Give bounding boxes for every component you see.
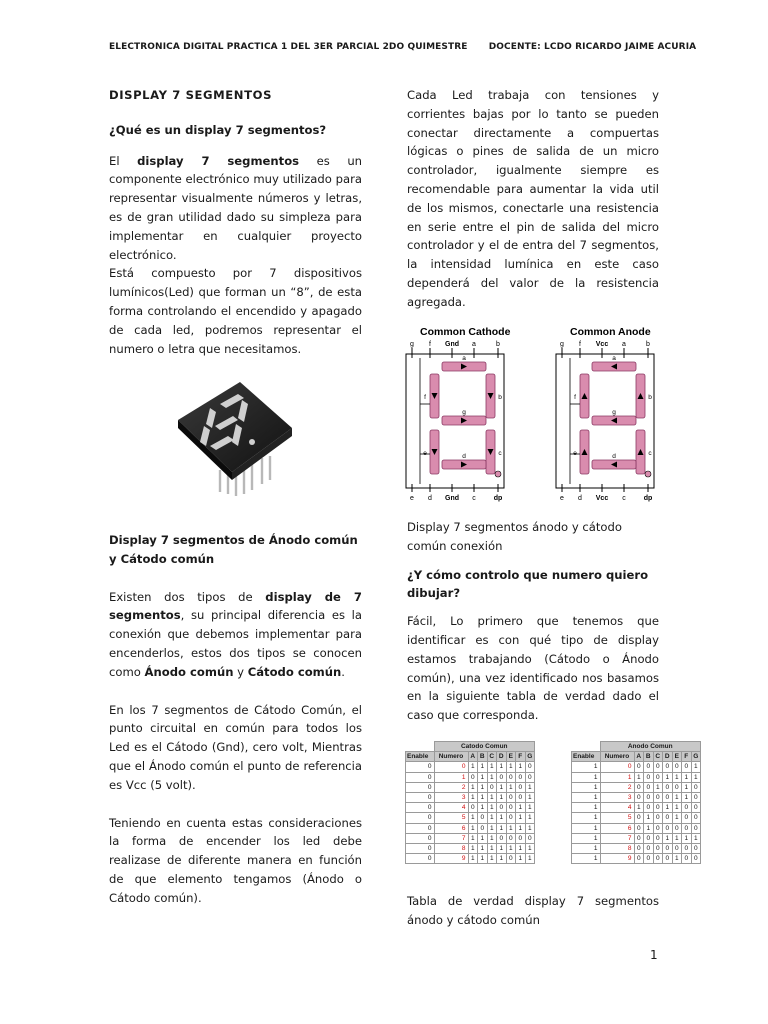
- page-title: DISPLAY 7 SEGMENTOS: [109, 88, 273, 102]
- segment-cell: 0: [691, 823, 701, 833]
- segment-cell: 0: [644, 772, 654, 782]
- segment-cell: 1: [487, 823, 497, 833]
- number-cell: 6: [600, 823, 634, 833]
- paragraph-common-point: En los 7 segmentos de Cátodo Común, el punto circuital en común para todos los Led es el Cátodo (Gnd), cero volt, Mientras que el Ánodo común el punto de referencia es Vcc (5 volt).: [109, 702, 362, 792]
- segment-cell: 0: [468, 803, 478, 813]
- segment-cell: 0: [634, 854, 644, 864]
- table-corner: [572, 742, 601, 752]
- table-row: [406, 833, 535, 843]
- segment-cell: 0: [634, 762, 644, 772]
- segment-cell: 0: [634, 792, 644, 802]
- table-row: [406, 803, 535, 813]
- column-header: E: [672, 752, 682, 762]
- segment-cell: 0: [506, 792, 516, 802]
- question-heading-2: ¿Y cómo controlo que numero quiero dibujar?: [407, 567, 649, 601]
- enable-cell: 1: [572, 803, 601, 813]
- number-cell: 8: [434, 843, 468, 853]
- common-cathode-diagram: [406, 326, 511, 502]
- segment-cell: 1: [506, 762, 516, 772]
- page-header: [109, 42, 696, 52]
- truth-table-caption: Tabla de verdad display 7 segmentos ánodo y cátodo común: [407, 894, 659, 927]
- left-column: [109, 86, 362, 358]
- table-row: [406, 823, 535, 833]
- segment-cell: 0: [644, 854, 654, 864]
- segment-cell: 0: [682, 762, 692, 772]
- segment-cell: 1: [682, 782, 692, 792]
- enable-header: Enable: [406, 752, 435, 762]
- segment-cell: 0: [497, 803, 507, 813]
- segment-cell: 1: [497, 762, 507, 772]
- segment-cell: 0: [634, 843, 644, 853]
- top-pin-label: a: [622, 341, 626, 348]
- segment-label: d: [612, 453, 616, 460]
- segment-cell: 0: [691, 792, 701, 802]
- segment-cell: 0: [691, 782, 701, 792]
- segment-label: f: [574, 394, 576, 401]
- segment-cell: 1: [478, 772, 488, 782]
- segment-cell: 1: [478, 833, 488, 843]
- enable-cell: 0: [406, 803, 435, 813]
- segment-cell: 1: [672, 792, 682, 802]
- segment-cell: 0: [663, 823, 673, 833]
- segment-cell: 1: [653, 782, 663, 792]
- segment-cell: 0: [653, 792, 663, 802]
- segment-cell: 0: [525, 762, 535, 772]
- segment-cell: 1: [516, 823, 526, 833]
- column-header: D: [497, 752, 507, 762]
- segment-cell: 0: [653, 854, 663, 864]
- number-cell: 2: [600, 782, 634, 792]
- enable-cell: 1: [572, 833, 601, 843]
- table-title: Anodo Comun: [600, 742, 701, 752]
- segment-cell: 1: [487, 803, 497, 813]
- segment-cell: 0: [644, 792, 654, 802]
- segment-cell: 1: [487, 813, 497, 823]
- column-header: Numero: [600, 752, 634, 762]
- table-row: [572, 854, 701, 864]
- number-cell: 6: [434, 823, 468, 833]
- column-header: G: [691, 752, 701, 762]
- table-row: [572, 803, 701, 813]
- segment-cell: 0: [653, 843, 663, 853]
- segment-label: c: [498, 450, 502, 457]
- segment-cell: 0: [672, 782, 682, 792]
- number-cell: 0: [434, 762, 468, 772]
- enable-cell: 1: [572, 813, 601, 823]
- p3-anode: Ánodo común: [144, 664, 234, 679]
- segment-cell: 0: [644, 803, 654, 813]
- segment-cell: 1: [487, 762, 497, 772]
- enable-cell: 1: [572, 823, 601, 833]
- paragraph-composition: Está compuesto por 7 dispositivos lumínicos(Led) que forman un “8”, de esta forma controlando el encendido y apagado de cada led, podremos representar el numero o letra que necesitamos.: [109, 266, 362, 356]
- enable-cell: 1: [572, 772, 601, 782]
- segment-cell: 1: [516, 854, 526, 864]
- number-cell: 5: [600, 813, 634, 823]
- segment-cell: 0: [691, 803, 701, 813]
- bottom-pin-label: e: [410, 495, 414, 502]
- segment-cell: 0: [691, 843, 701, 853]
- cc-title: Common Cathode: [420, 326, 511, 338]
- segment-cell: 1: [506, 843, 516, 853]
- paragraph-types: [109, 588, 362, 682]
- segment-cell: 1: [691, 833, 701, 843]
- segment-cell: 1: [506, 823, 516, 833]
- segment-cell: 1: [644, 813, 654, 823]
- segment-cell: 0: [644, 762, 654, 772]
- table-row: [572, 762, 701, 772]
- p3-y: y: [233, 664, 248, 679]
- segment-cell: 0: [653, 833, 663, 843]
- number-cell: 4: [434, 803, 468, 813]
- segment-cell: 0: [634, 782, 644, 792]
- segment-cell: 0: [672, 762, 682, 772]
- table-row: [406, 813, 535, 823]
- segment-cell: 0: [487, 782, 497, 792]
- p3-cathode: Cátodo común: [247, 664, 342, 679]
- segment-label: b: [648, 394, 652, 401]
- segment-cell: 1: [516, 762, 526, 772]
- segment-cell: 0: [516, 772, 526, 782]
- segment-cell: 1: [478, 803, 488, 813]
- segment-cell: 1: [468, 833, 478, 843]
- p1-bold: display 7 segmentos: [137, 153, 300, 168]
- segment-cell: 0: [663, 843, 673, 853]
- segment-cell: 1: [468, 792, 478, 802]
- segment-cell: 1: [525, 803, 535, 813]
- enable-cell: 1: [572, 792, 601, 802]
- segment-cell: 0: [478, 813, 488, 823]
- page-number: 1: [650, 948, 658, 962]
- number-cell: 7: [600, 833, 634, 843]
- segment-cell: 1: [478, 782, 488, 792]
- segment-cell: 0: [653, 762, 663, 772]
- segment-cell: 0: [506, 772, 516, 782]
- decimal-point-led: [495, 471, 501, 477]
- wiring-diagram: [402, 320, 668, 502]
- segment-cell: 1: [468, 782, 478, 792]
- segment-cell: 0: [682, 813, 692, 823]
- segment-cell: 1: [525, 792, 535, 802]
- segment-cell: 1: [672, 833, 682, 843]
- top-pin-label: Vcc: [595, 341, 609, 348]
- segment-cell: 0: [682, 854, 692, 864]
- column-header: G: [525, 752, 535, 762]
- top-pin-label: g: [410, 341, 414, 348]
- segment-cell: 1: [506, 782, 516, 792]
- segment-cell: 1: [525, 782, 535, 792]
- segment-cell: 0: [663, 792, 673, 802]
- enable-cell: 1: [572, 854, 601, 864]
- column-header: C: [653, 752, 663, 762]
- decimal-point-led: [645, 471, 651, 477]
- question-heading-1: ¿Qué es un display 7 segmentos?: [109, 122, 327, 137]
- segment-cell: 1: [497, 823, 507, 833]
- number-cell: 4: [600, 803, 634, 813]
- segment-label: a: [612, 355, 616, 362]
- enable-cell: 1: [572, 782, 601, 792]
- enable-cell: 1: [572, 762, 601, 772]
- segment-cell: 1: [468, 854, 478, 864]
- number-cell: 9: [434, 854, 468, 864]
- table-row: [572, 792, 701, 802]
- segment-cell: 0: [682, 843, 692, 853]
- column-header: B: [478, 752, 488, 762]
- segment-cell: 0: [682, 823, 692, 833]
- segment-cell: 0: [497, 833, 507, 843]
- top-pin-label: f: [579, 341, 581, 348]
- table-row: [406, 772, 535, 782]
- enable-cell: 0: [406, 813, 435, 823]
- paragraph-led-current: Cada Led trabaja con tensiones y corrientes bajas por lo tanto se pueden conectar directamente a compuertas lógicas o pines de salida de un micro controlador, igualmente siempre es recomendable para aumentar la vida util de los mismos, conectarle una resistencia en serie entre el pin de salida del micro controlador y el de entra del 7 segmentos, la intensidad lumínica en este caso dependerá del valor de la resistencia agregada.: [407, 88, 659, 309]
- number-cell: 3: [600, 792, 634, 802]
- number-cell: 1: [600, 772, 634, 782]
- enable-header: Enable: [572, 752, 601, 762]
- p3-mid: , su principal diferencia es la conexión que debemos implementar para encenderlos, estos dos tipos se conocen como: [109, 608, 362, 679]
- bottom-pin-label: c: [472, 495, 476, 502]
- segment-label: e: [573, 450, 577, 457]
- segment-cell: 1: [663, 772, 673, 782]
- table-row: [406, 792, 535, 802]
- table-row: [572, 782, 701, 792]
- segment-cell: 0: [506, 803, 516, 813]
- header-course: ELECTRONICA DIGITAL PRACTICA 1 DEL 3ER PARCIAL 2DO QUIMESTRE: [109, 42, 468, 52]
- bottom-pin-label: dp: [493, 495, 503, 502]
- paragraph-definition: [109, 152, 362, 265]
- number-cell: 8: [600, 843, 634, 853]
- column-header: D: [663, 752, 673, 762]
- right-column: [407, 86, 659, 312]
- bottom-pin-label: c: [622, 495, 626, 502]
- segment-cell: 1: [634, 772, 644, 782]
- top-pin-label: g: [560, 341, 564, 348]
- enable-cell: 0: [406, 782, 435, 792]
- segment-cell: 0: [663, 813, 673, 823]
- number-cell: 7: [434, 833, 468, 843]
- enable-cell: 0: [406, 843, 435, 853]
- segment-cell: 1: [525, 843, 535, 853]
- table-row: [572, 843, 701, 853]
- segment-cell: 1: [644, 823, 654, 833]
- segment-cell: 0: [516, 782, 526, 792]
- segment-cell: 1: [516, 813, 526, 823]
- segment-cell: 1: [682, 833, 692, 843]
- segment-cell: 1: [497, 782, 507, 792]
- table-row: [572, 823, 701, 833]
- bottom-pin-label: e: [560, 495, 564, 502]
- segment-cell: 1: [634, 803, 644, 813]
- segment-cell: 0: [468, 772, 478, 782]
- segment-cell: 1: [682, 792, 692, 802]
- top-pin-label: b: [496, 341, 500, 348]
- column-header: F: [516, 752, 526, 762]
- number-cell: 0: [600, 762, 634, 772]
- segment-cell: 1: [468, 762, 478, 772]
- segment-cell: 1: [497, 843, 507, 853]
- number-cell: 1: [434, 772, 468, 782]
- segment-cell: 0: [653, 813, 663, 823]
- bottom-pin-label: dp: [643, 495, 653, 502]
- segment-cell: 0: [653, 823, 663, 833]
- segment-cell: 0: [653, 803, 663, 813]
- bottom-pin-label: Vcc: [595, 495, 609, 502]
- segment-cell: 0: [634, 833, 644, 843]
- segment-cell: 1: [487, 772, 497, 782]
- enable-cell: 0: [406, 833, 435, 843]
- display-body: [178, 382, 292, 472]
- segment-cell: 1: [672, 813, 682, 823]
- segment-cell: 1: [672, 854, 682, 864]
- segment-cell: 1: [487, 833, 497, 843]
- segment-label: a: [462, 355, 466, 362]
- segment-cell: 1: [516, 843, 526, 853]
- segment-cell: 1: [487, 843, 497, 853]
- segment-cell: 1: [497, 813, 507, 823]
- segment-cell: 0: [672, 843, 682, 853]
- segment-cell: 1: [691, 772, 701, 782]
- segment-cell: 1: [487, 854, 497, 864]
- segment-cell: 1: [497, 792, 507, 802]
- segment-cell: 0: [691, 854, 701, 864]
- segment-cell: 1: [478, 843, 488, 853]
- segment-cell: 1: [525, 823, 535, 833]
- table-title: Catodo Comun: [434, 742, 535, 752]
- truth-table-common-anode: [571, 741, 701, 864]
- segment-cell: 0: [525, 833, 535, 843]
- section-heading-anode-cathode: Display 7 segmentos de Ánodo común y Cátodo común: [109, 533, 358, 566]
- segment-label: c: [648, 450, 652, 457]
- column-header: B: [644, 752, 654, 762]
- segment-cell: 0: [691, 813, 701, 823]
- column-header: F: [682, 752, 692, 762]
- segment-cell: 0: [506, 813, 516, 823]
- segment-label: g: [612, 409, 616, 416]
- segment-cell: 1: [525, 854, 535, 864]
- column-header: Numero: [434, 752, 468, 762]
- table-row: [406, 854, 535, 864]
- segment-cell: 0: [516, 792, 526, 802]
- table-row: [572, 772, 701, 782]
- bottom-pin-label: d: [428, 495, 432, 502]
- enable-cell: 0: [406, 854, 435, 864]
- diagram-caption: Display 7 segmentos ánodo y cátodo común conexión: [407, 520, 622, 553]
- table-row: [406, 762, 535, 772]
- segment-cell: 0: [682, 803, 692, 813]
- table-caption-block: [407, 892, 659, 930]
- enable-cell: 0: [406, 823, 435, 833]
- segment-label: f: [424, 394, 426, 401]
- segment-cell: 0: [663, 854, 673, 864]
- common-anode-diagram: [556, 326, 654, 502]
- header-teacher: DOCENTE: LCDO RICARDO JAIME ACURIA: [488, 42, 697, 52]
- segment-cell: 1: [468, 823, 478, 833]
- segment-cell: 0: [525, 772, 535, 782]
- segment-cell: 0: [644, 782, 654, 792]
- top-pin-label: a: [472, 341, 476, 348]
- paragraph-considerations: Teniendo en cuenta estas consideraciones la forma de encender los led debe realizase de diferente manera en función de que elemento tengamos (Ánodo o Cátodo común).: [109, 815, 362, 905]
- right-column-middle: [407, 518, 659, 725]
- segment-cell: 1: [468, 843, 478, 853]
- top-pin-label: f: [429, 341, 431, 348]
- segment-cell: 1: [478, 762, 488, 772]
- table-corner: [406, 742, 435, 752]
- p1-post: es un componente electrónico muy utilizado para representar visualmente números y letras, es de gran utilidad dado su simpleza para implementar en cualquier proyecto electrónico.: [109, 153, 363, 262]
- seven-segment-display-photo: [170, 376, 300, 500]
- segment-cell: 1: [682, 772, 692, 782]
- p1-pre: El: [109, 153, 138, 168]
- segment-cell: 0: [644, 833, 654, 843]
- paragraph-truth-table-intro: Fácil, Lo primero que tenemos que identificar es con qué tipo de display estamos trabajando (Cátodo o Ánodo común), una vez identificado nos basamos en la siguiente tabla de verdad dado el caso que corresponda.: [407, 614, 659, 723]
- table-row: [572, 813, 701, 823]
- bottom-pin-label: Gnd: [445, 495, 459, 502]
- truth-table-common-cathode: [405, 741, 535, 864]
- segment-label: e: [423, 450, 427, 457]
- segment-cell: 1: [663, 803, 673, 813]
- p3-bold: display de 7 segmentos: [109, 589, 362, 623]
- enable-cell: 1: [572, 843, 601, 853]
- segment-cell: 0: [663, 762, 673, 772]
- table-row: [406, 782, 535, 792]
- segment-cell: 0: [506, 854, 516, 864]
- segment-cell: 1: [478, 854, 488, 864]
- segment-cell: 0: [644, 843, 654, 853]
- column-header: A: [468, 752, 478, 762]
- segment-cell: 1: [672, 772, 682, 782]
- table-row: [572, 833, 701, 843]
- segment-cell: 0: [497, 772, 507, 782]
- segment-cell: 0: [663, 782, 673, 792]
- table-row: [406, 843, 535, 853]
- segment-cell: 1: [478, 792, 488, 802]
- number-cell: 3: [434, 792, 468, 802]
- ca-title: Common Anode: [570, 326, 651, 338]
- segment-cell: 0: [516, 833, 526, 843]
- segment-cell: 0: [672, 823, 682, 833]
- bottom-pin-label: d: [578, 495, 582, 502]
- segment-cell: 1: [497, 854, 507, 864]
- p3-pre: Existen dos tipos de: [109, 589, 266, 604]
- segment-cell: 1: [525, 813, 535, 823]
- column-header: A: [634, 752, 644, 762]
- left-column-lower: [109, 531, 362, 908]
- segment-cell: 1: [487, 792, 497, 802]
- segment-cell: 1: [468, 813, 478, 823]
- enable-cell: 0: [406, 792, 435, 802]
- segment-cell: 0: [634, 813, 644, 823]
- segment-cell: 0: [653, 772, 663, 782]
- column-header: C: [487, 752, 497, 762]
- segment-cell: 1: [516, 803, 526, 813]
- enable-cell: 0: [406, 772, 435, 782]
- enable-cell: 0: [406, 762, 435, 772]
- column-header: E: [506, 752, 516, 762]
- number-cell: 9: [600, 854, 634, 864]
- top-pin-label: Gnd: [445, 341, 459, 348]
- segment-label: b: [498, 394, 502, 401]
- segment-cell: 0: [634, 823, 644, 833]
- segment-cell: 1: [663, 833, 673, 843]
- number-cell: 2: [434, 782, 468, 792]
- segment-cell: 0: [506, 833, 516, 843]
- p3-end: .: [341, 664, 345, 679]
- segment-cell: 0: [478, 823, 488, 833]
- segment-label: g: [462, 409, 466, 416]
- number-cell: 5: [434, 813, 468, 823]
- segment-label: d: [462, 453, 466, 460]
- top-pin-label: b: [646, 341, 650, 348]
- segment-cell: 1: [691, 762, 701, 772]
- segment-cell: 1: [672, 803, 682, 813]
